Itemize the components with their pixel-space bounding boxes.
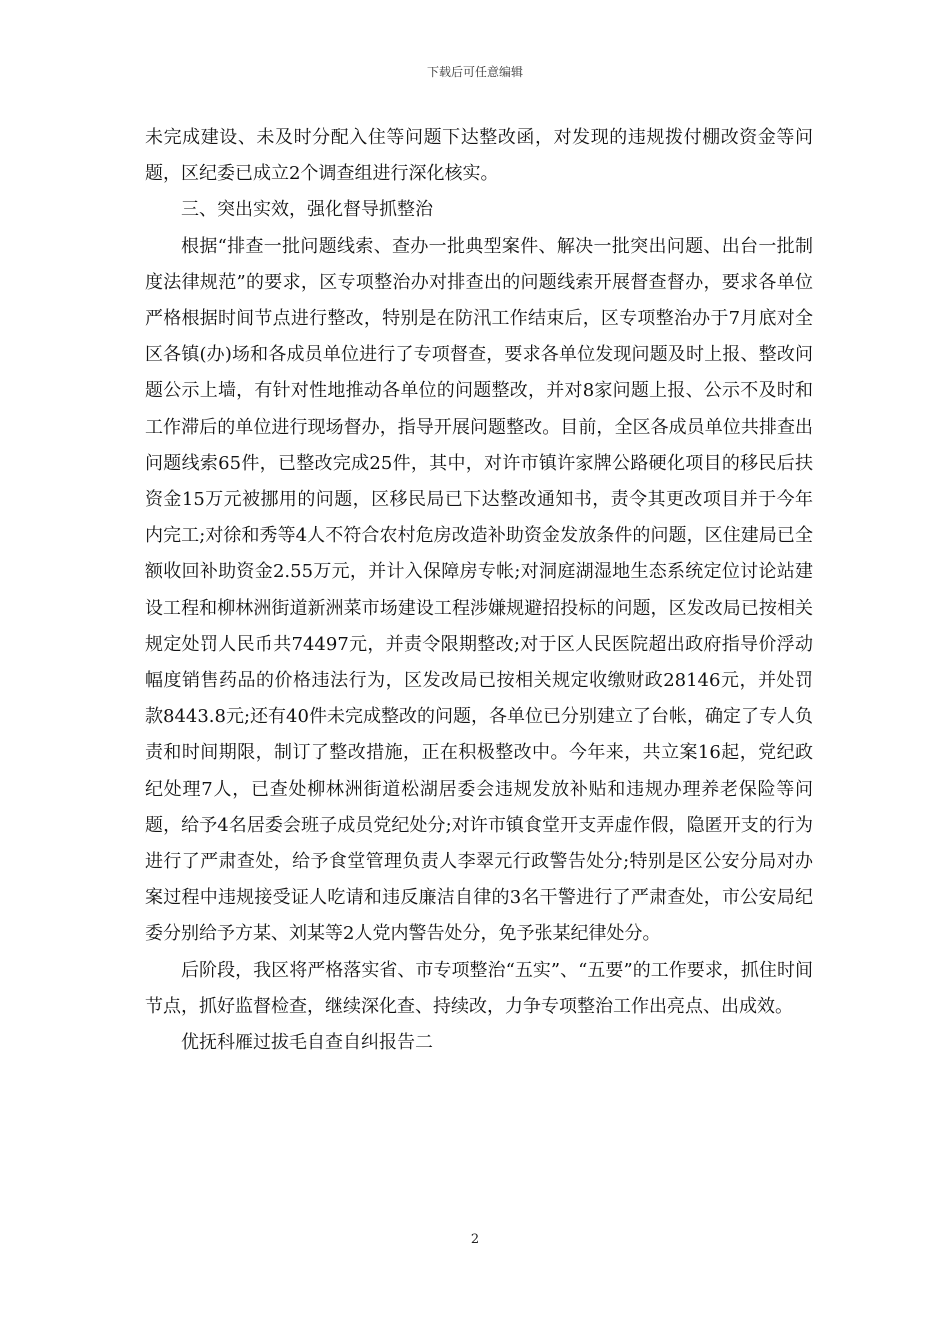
page-number: 2 [470, 1232, 480, 1247]
document-body [145, 120, 813, 1061]
paragraph-conclusion: 后阶段，我区将严格落实省、市专项整治“五实”、“五要”的工作要求，抓住时间节点，抓好监督检查，继续深化查、持续改，力争专项整治工作出亮点、出成效。 [145, 959, 813, 1017]
paragraph-main: 根据“排查一批问题线索、查办一批典型案件、解决一批突出问题、出台一批制度法律规范”的要求，区专项整治办对排查出的问题线索开展督查督办，要求各单位严格根据时间节点进行整改，特别是在防汛工作结束后，区专项整治办于7月底对全区各镇(办)场和各成员单位进行了专项督查，要求各单位发现问题及时上报、整改问题公示上墙，有针对性地推动各单位的问题整改，并对8家问题上报、公示不及时和工作滞后的单位进行现场督办，指导开展问题整改。目前，全区各成员单位共排查出问题线索65件，已整改完成25件，其中，对许市镇许家牌公路硬化项目的移民后扶资金15万元被挪用的问题，区移民局已下达整改通知书，责令其更改项目并于今年内完工;对徐和秀等4人不符合农村危房改造补助资金发放条件的问题，区住建局已全额收回补助资金2.55万元，并计入保障房专帐;对洞庭湖湿地生态系统定位讨论站建设工程和柳林洲街道新洲菜市场建设工程涉嫌规避招投标的问题，区发改局已按相关规定处罚人民币共74497元，并责令限期整改;对于区人民医院超出政府指导价浮动幅度销售药品的价格违法行为，区发改局已按相关规定收缴财政28146元，并处罚款8443.8元;还有40件未完成整改的问题，各单位已分别建立了台帐，确定了专人负责和时间期限，制订了整改措施，正在积极整改中。今年来，共立案16起，党纪政纪处理7人，已查处柳林洲街道松湖居委会违规发放补贴和违规办理养老保险等问题，给予4名居委会班子成员党纪处分;对许市镇食堂开支弄虚作假，隐匿开支的行为进行了严肃查处，给予食堂管理负责人李翠元行政警告处分;特别是区公安分局对办案过程中违规接受证人吃请和违反廉洁自律的3名干警进行了严肃查处，市公安局纪委分别给予方某、刘某等2人党内警告处分，免予张某纪律处分。 [145, 235, 813, 945]
paragraph-continuation: 未完成建设、未及时分配入住等问题下达整改函，对发现的违规拨付棚改资金等问题，区纪委已成立2个调查组进行深化核实。 [145, 127, 813, 185]
section-heading: 三、突出实效，强化督导抓整治 [181, 199, 433, 221]
page-header-note: 下载后可任意编辑 [426, 65, 523, 79]
report-title-next: 优抚科雁过拔毛自查自纠报告二 [181, 1032, 433, 1054]
